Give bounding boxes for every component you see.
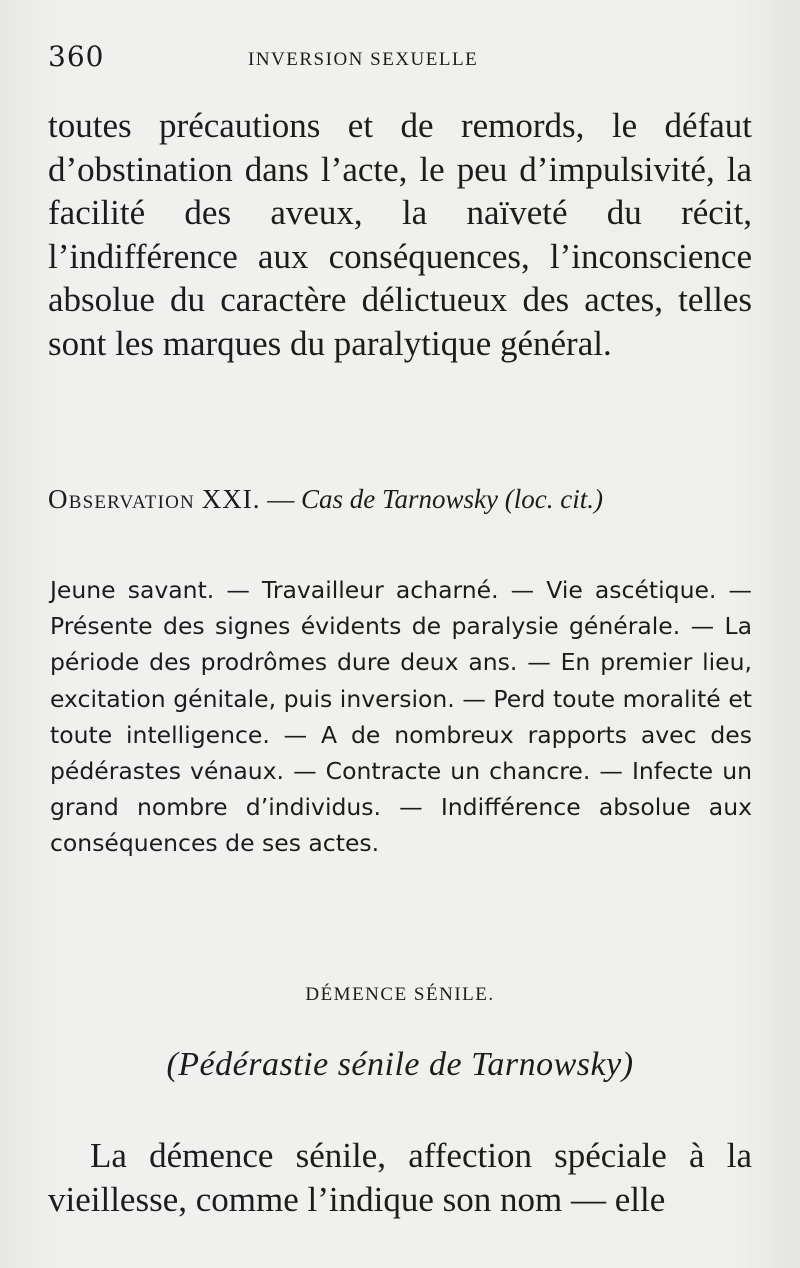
section-paragraph: La démence sénile, affection spéciale à la vieillesse, comme l’indique son nom — elle bbox=[48, 1136, 752, 1219]
section-subheading: (Pédérastie sénile de Tarnowsky) bbox=[166, 1046, 634, 1083]
page-number: 360 bbox=[48, 40, 105, 73]
observation-number: XXI. bbox=[201, 484, 261, 514]
observation-label: Observation bbox=[48, 484, 195, 514]
observation-dash: — bbox=[260, 484, 301, 514]
observation-heading bbox=[48, 484, 752, 515]
running-title: INVERSION SEXUELLE bbox=[248, 49, 479, 70]
observation-body: Jeune savant. — Travailleur acharné. — Vie ascétique. — Présente des signes évidents de paralysie générale. — La période des prodrômes dure deux ans. — En premier lieu, excitation génitale, puis inversion. — Perd toute moralité et toute intelligence. — A de nombreux rapports avec des pédérastes vénaux. — Contracte un chancre. — Infecte un grand nombre d’individus. — Indifférence absolue aux conséquences de ses actes. bbox=[50, 576, 752, 858]
observation-source: Cas de Tarnowsky (loc. cit.) bbox=[300, 484, 603, 514]
section-heading: DÉMENCE SÉNILE. bbox=[305, 984, 495, 1005]
running-head bbox=[48, 40, 748, 80]
intro-paragraph: toutes précautions et de remords, le défaut d’obstination dans l’acte, le peu d’impulsivité, la facilité des aveux, la naïveté du récit, l’indifférence aux conséquences, l’inconscience absolue du caractère délictueux des actes, telles sont les marques du paralytique général. bbox=[48, 106, 752, 363]
